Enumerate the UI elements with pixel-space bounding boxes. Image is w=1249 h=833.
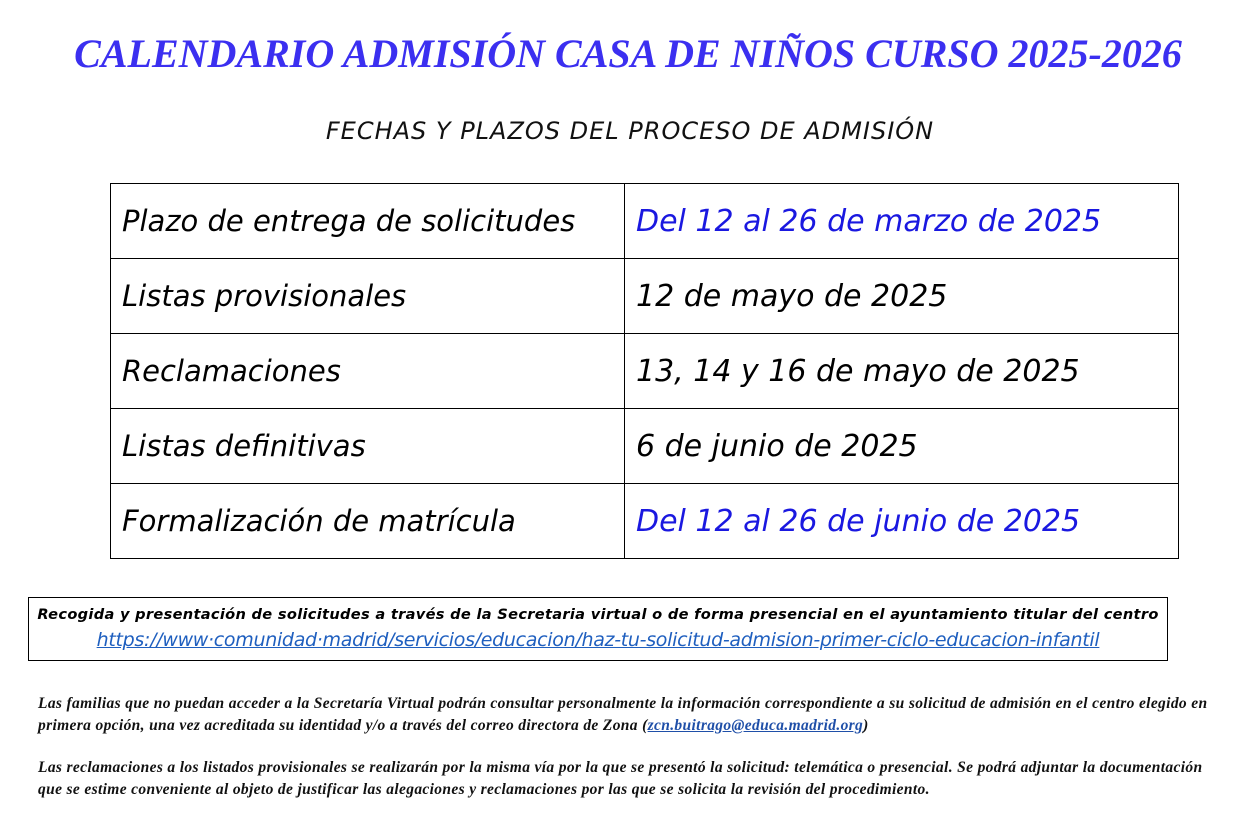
table-row (111, 484, 1179, 559)
admission-request-link[interactable]: https://www·comunidad·madrid/servicios/educacion/haz-tu-solicitud-admision-primer-ciclo-educacion-infantil (96, 629, 1100, 651)
submission-notice-box (28, 597, 1168, 661)
schedule-date: 6 de junio de 2025 (625, 409, 1179, 484)
schedule-label: Reclamaciones (111, 334, 625, 409)
info-paragraph-claims: Las reclamaciones a los listados provisionales se realizarán por la misma vía por la que se presentó la solicitud: telemática o presencial. Se podrá adjuntar la documentación que se estime conveniente al objeto de justificar las alegaciones y reclamaciones por las que se solicita la revisión del procedimiento. (38, 759, 1203, 798)
submission-notice-text: Recogida y presentación de solicitudes a través de la Secretaria virtual o de forma presencial en el ayuntamiento titular del centro (37, 606, 1159, 623)
info-paragraph-virtual-secretary (38, 693, 1218, 737)
schedule-label: Plazo de entrega de solicitudes (111, 184, 625, 259)
schedule-label: Listas definitivas (111, 409, 625, 484)
schedule-date: Del 12 al 26 de junio de 2025 (625, 484, 1179, 559)
table-row (111, 184, 1179, 259)
schedule-date: 12 de mayo de 2025 (625, 259, 1179, 334)
schedule-label: Formalización de matrícula (111, 484, 625, 559)
admission-schedule-table (110, 183, 1179, 559)
schedule-date: 13, 14 y 16 de mayo de 2025 (625, 334, 1179, 409)
page-title: CALENDARIO ADMISIÓN CASA DE NIÑOS CURSO 2025-2026 (74, 31, 1182, 76)
paragraph-text: ) (863, 717, 869, 734)
schedule-date: Del 12 al 26 de marzo de 2025 (625, 184, 1179, 259)
table-row (111, 259, 1179, 334)
schedule-label: Listas provisionales (111, 259, 625, 334)
table-row (111, 409, 1179, 484)
zone-director-email-link[interactable]: zcn.buitrago@educa.madrid.org (647, 717, 864, 734)
paragraph-text: Las familias que no puedan acceder a la Secretaría Virtual podrán consultar personalmente la información correspondiente a su solicitud de admisión en el centro elegido en primera opción, una vez acreditada su identidad y/o a través del correo directora de Zona ( (38, 695, 1208, 734)
page-subtitle: FECHAS Y PLAZOS DEL PROCESO DE ADMISIÓN (325, 117, 935, 145)
table-row (111, 334, 1179, 409)
